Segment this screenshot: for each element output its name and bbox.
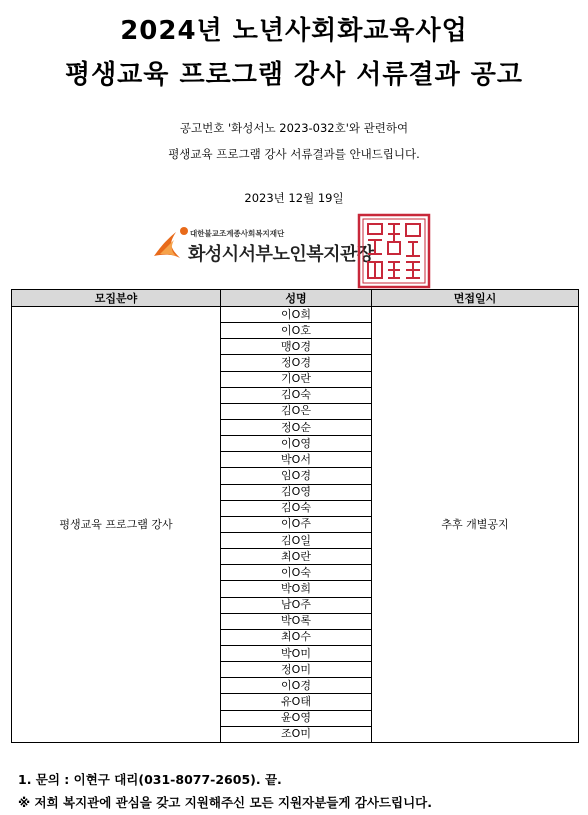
organization-subtitle: 대한불교조계종사회복지재단 <box>190 229 285 238</box>
applicant-name-cell: 정O순 <box>221 419 372 435</box>
notice-line1: 공고번호 '화성서노 2023-032호'와 관련하여 <box>179 121 409 135</box>
applicant-name-cell: 김O일 <box>221 532 372 548</box>
applicant-name-cell: 박O록 <box>221 613 372 629</box>
contact-line: 1. 문의 : 이현구 대리(031-8077-2605). 끝. <box>18 772 282 787</box>
applicant-name-cell: 윤O영 <box>221 710 372 726</box>
table-row <box>12 307 579 323</box>
results-table <box>11 289 579 743</box>
applicant-name-cell: 박O희 <box>221 581 372 597</box>
applicant-name-cell: 이O주 <box>221 516 372 532</box>
applicant-name-cell: 정O경 <box>221 355 372 371</box>
table-header-row <box>12 290 579 307</box>
temple-badge-icon <box>180 227 188 235</box>
applicant-name-cell: 이O희 <box>221 307 372 323</box>
flame-logo-icon <box>150 228 184 262</box>
applicant-name-cell: 남O주 <box>221 597 372 613</box>
organization-name: 화성시서부노인복지관장 <box>188 244 374 265</box>
applicant-name-cell: 이O영 <box>221 436 372 452</box>
header-interview: 면접일시 <box>372 290 579 307</box>
applicant-name-cell: 박O미 <box>221 645 372 661</box>
applicant-name-cell: 이O호 <box>221 323 372 339</box>
applicant-name-cell: 박O서 <box>221 452 372 468</box>
interview-schedule-cell: 추후 개별공지 <box>372 307 579 743</box>
applicant-name-cell: 최O란 <box>221 549 372 565</box>
organization-logo <box>150 222 374 270</box>
applicant-name-cell: 기O란 <box>221 371 372 387</box>
applicant-name-cell: 김O영 <box>221 484 372 500</box>
page-title-line1: 2024년 노년사회화교육사업 <box>120 16 468 46</box>
applicant-name-cell: 정O미 <box>221 662 372 678</box>
applicant-name-cell: 이O경 <box>221 678 372 694</box>
applicant-name-cell: 임O경 <box>221 468 372 484</box>
notice-line2: 평생교육 프로그램 강사 서류결과를 안내드립니다. <box>168 147 420 161</box>
applicant-name-cell: 김O숙 <box>221 387 372 403</box>
applicant-name-cell: 김O은 <box>221 403 372 419</box>
applicant-name-cell: 조O미 <box>221 726 372 742</box>
applicant-name-cell: 김O숙 <box>221 500 372 516</box>
applicant-name-cell: 맹O경 <box>221 339 372 355</box>
announcement-date: 2023년 12월 19일 <box>244 191 344 205</box>
recruit-field-cell: 평생교육 프로그램 강사 <box>12 307 221 743</box>
applicant-name-cell: 유O태 <box>221 694 372 710</box>
header-field: 모집분야 <box>12 290 221 307</box>
page-title-line2: 평생교육 프로그램 강사 서류결과 공고 <box>64 60 524 90</box>
applicant-name-cell: 이O숙 <box>221 565 372 581</box>
official-seal-icon <box>356 212 432 290</box>
thanks-line: ※ 저희 복지관에 관심을 갖고 지원해주신 모든 지원자분들게 감사드립니다. <box>18 795 432 810</box>
header-name: 성명 <box>221 290 372 307</box>
applicant-name-cell: 최O수 <box>221 629 372 645</box>
